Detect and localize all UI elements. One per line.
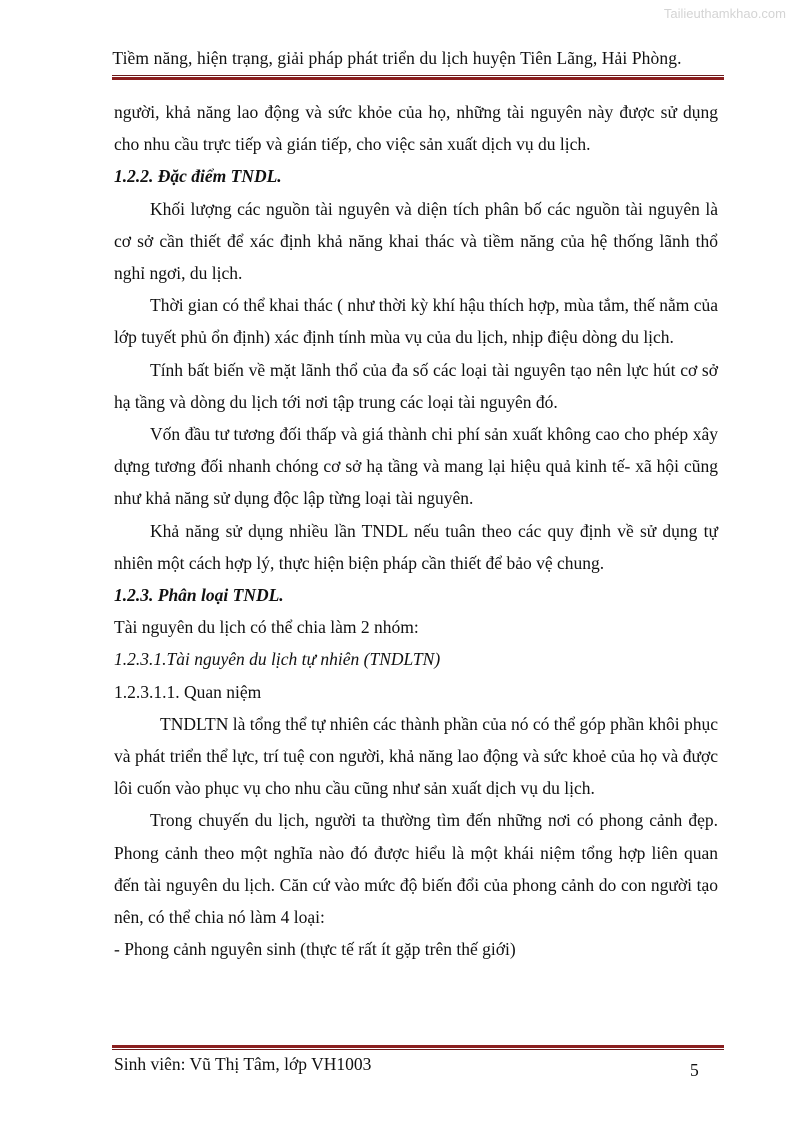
- section-heading: 1.2.2. Đặc điểm TNDL.: [114, 166, 282, 187]
- running-header: Tiềm năng, hiện trạng, giải pháp phát triển du lịch huyện Tiên Lãng, Hải Phòng.: [112, 48, 682, 68]
- page-body: [114, 96, 718, 965]
- subsection-heading: 1.2.3.1.Tài nguyên du lịch tự nhiên (TNDLTN): [114, 649, 441, 670]
- subsubsection-heading: 1.2.3.1.1. Quan niệm: [114, 681, 262, 702]
- paragraph: người, khả năng lao động và sức khỏe của họ, những tài nguyên này được sử dụng cho nhu cầu trực tiếp và gián tiếp, cho việc sản xuất dịch vụ du lịch.: [114, 102, 718, 155]
- list-item: - Phong cảnh nguyên sinh (thực tế rất ít gặp trên thế giới): [114, 939, 516, 960]
- header-rule: [112, 75, 724, 80]
- paragraph: Khối lượng các nguồn tài nguyên và diện tích phân bố các nguồn tài nguyên là cơ sở cần thiết để xác định khả năng khai thác và tiềm năng của hệ thống lãnh thổ nghỉ ngơi, du lịch.: [114, 198, 718, 284]
- footer-rule: [112, 1045, 724, 1050]
- paragraph: Tài nguyên du lịch có thể chia làm 2 nhóm:: [114, 617, 419, 638]
- footer-author: Sinh viên: Vũ Thị Tâm, lớp VH1003: [114, 1054, 372, 1074]
- paragraph: Trong chuyến du lịch, người ta thường tìm đến những nơi có phong cảnh đẹp. Phong cảnh theo một nghĩa nào đó được hiểu là một khái niệm tổng hợp liên quan đến tài nguyên du lịch. Căn cứ vào mức độ biến đổi của phong cảnh do con người tạo nên, có thể chia nó làm 4 loại:: [114, 810, 718, 928]
- paragraph: Tính bất biến về mặt lãnh thổ của đa số các loại tài nguyên tạo nên lực hút cơ sở hạ tầng và dòng du lịch tới nơi tập trung các loại tài nguyên đó.: [114, 359, 718, 412]
- page-number: 5: [690, 1060, 699, 1080]
- paragraph: Thời gian có thể khai thác ( như thời kỳ khí hậu thích hợp, mùa tắm, thế nằm của lớp tuyết phủ ổn định) xác định tính mùa vụ của du lịch, nhịp điệu dòng du lịch.: [114, 295, 718, 348]
- paragraph: Vốn đầu tư tương đối thấp và giá thành chi phí sản xuất không cao cho phép xây dựng tương đối nhanh chóng cơ sở hạ tầng và mang lại hiệu quả kinh tế- xã hội cũng như khả năng sử dụng độc lập từng loại tài nguyên.: [114, 424, 718, 509]
- paragraph: TNDLTN là tổng thể tự nhiên các thành phần của nó có thể góp phần khôi phục và phát triển thể lực, trí tuệ con người, khả năng lao động và sức khoẻ của họ và được lôi cuốn vào phục vụ cho nhu cầu cũng như sản xuất dịch vụ du lịch.: [114, 713, 719, 799]
- watermark: Tailieuthamkhao.com: [663, 6, 786, 21]
- paragraph: Khả năng sử dụng nhiều lần TNDL nếu tuân theo các quy định về sử dụng tự nhiên một cách hợp lý, thực hiện biện pháp cần thiết để bảo vệ chung.: [114, 520, 718, 573]
- section-heading: 1.2.3. Phân loại TNDL.: [114, 585, 284, 606]
